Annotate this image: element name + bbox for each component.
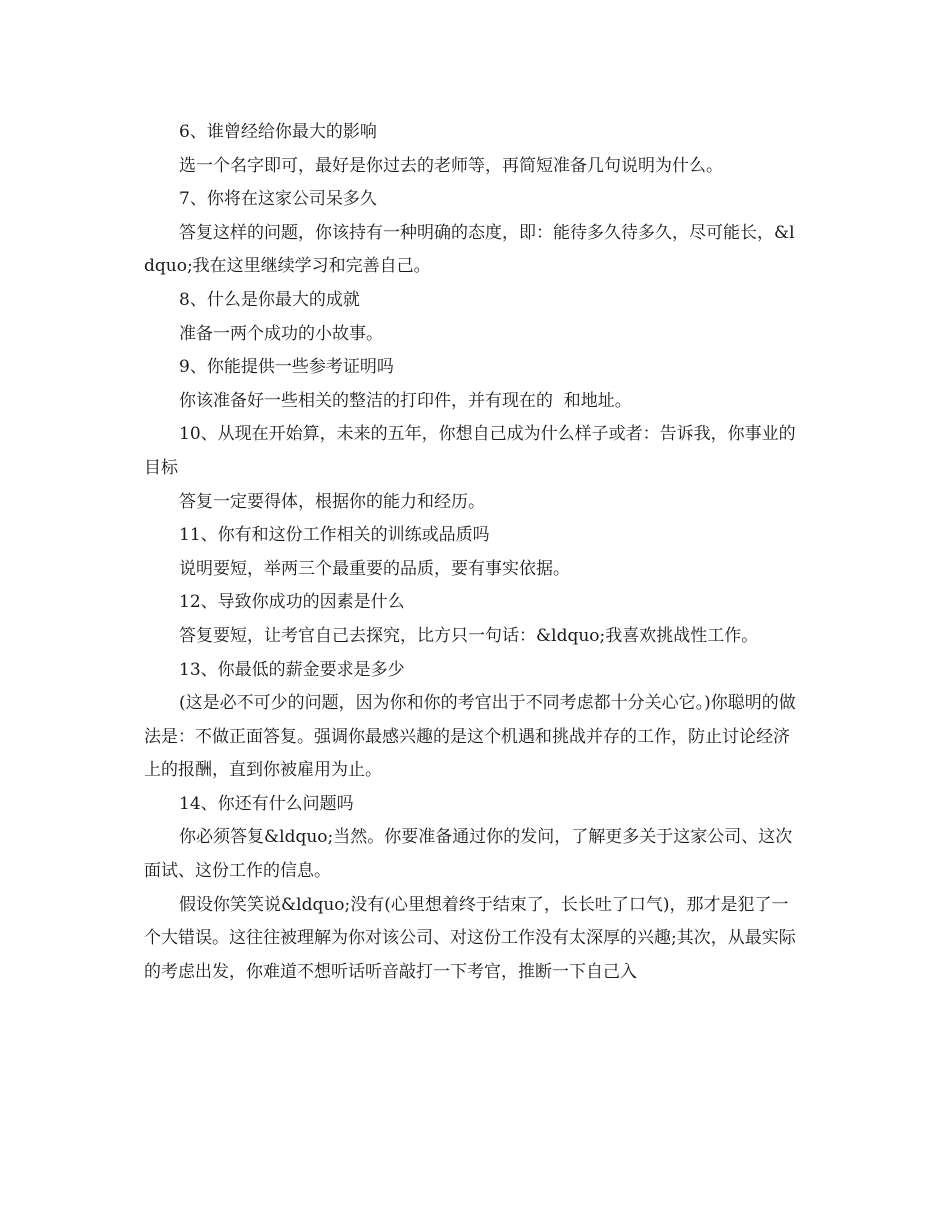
answer-12-text: 答复要短，让考官自己去探究，比方只一句话：&ldquo;我喜欢挑战性工作。 (179, 625, 759, 646)
answer-14-continuation: 假设你笑笑说&ldquo;没有(心里想着终于结束了，长长吐了口气)，那才是犯了一个大错误。这往往被理解为你对该公司、对这份工作没有太深厚的兴趣;其次，从最实际的考虑出发，你难道不想听话听音敲打一下考官，推断一下自己入 (144, 894, 796, 982)
answer-13-text: (这是必不可少的问题，因为你和你的考官出于不同考虑都十分关心它。)你聪明的做法是：不做正面答复。强调你最感兴趣的是这个机遇和挑战并存的工作，防止讨论经济上的报酬，直到你被雇用为止。 (144, 693, 796, 781)
question-7-heading: 7、你将在这家公司呆多久 (179, 189, 377, 210)
question-11-heading: 11、你有和这份工作相关的训练或品质吗 (179, 525, 490, 546)
answer-10-text: 答复一定要得体，根据你的能力和经历。 (179, 491, 485, 512)
question-13-heading: 13、你最低的薪金要求是多少 (179, 659, 405, 680)
answer-7-text: 答复这样的问题，你该持有一种明确的态度，即：能待多久待多久，尽可能长，&ldquo;我在这里继续学习和完善自己。 (144, 222, 795, 277)
question-10-heading: 10、从现在开始算，未来的五年，你想自己成为什么样子或者：告诉我，你事业的目标 (144, 424, 796, 478)
answer-6-text: 选一个名字即可，最好是你过去的老师等，再简短准备几句说明为什么。 (179, 155, 723, 176)
question-8-heading: 8、什么是你最大的成就 (179, 289, 360, 310)
answer-9-text: 你该准备好一些相关的整洁的打印件，并有现在的 和地址。 (179, 390, 632, 411)
answer-14-text: 你必须答复&ldquo;当然。你要准备通过你的发问，了解更多关于这家公司、这次面试、这份工作的信息。 (144, 827, 793, 882)
question-12-heading: 12、导致你成功的因素是什么 (179, 592, 405, 613)
question-9-heading: 9、你能提供一些参考证明吗 (179, 357, 394, 378)
answer-11-text: 说明要短，举两三个最重要的品质，要有事实依据。 (179, 558, 570, 579)
answer-8-text: 准备一两个成功的小故事。 (179, 323, 383, 344)
question-14-heading: 14、你还有什么问题吗 (179, 793, 354, 814)
document-body (144, 116, 804, 989)
question-6-heading: 6、谁曾经给你最大的影响 (179, 122, 377, 142)
